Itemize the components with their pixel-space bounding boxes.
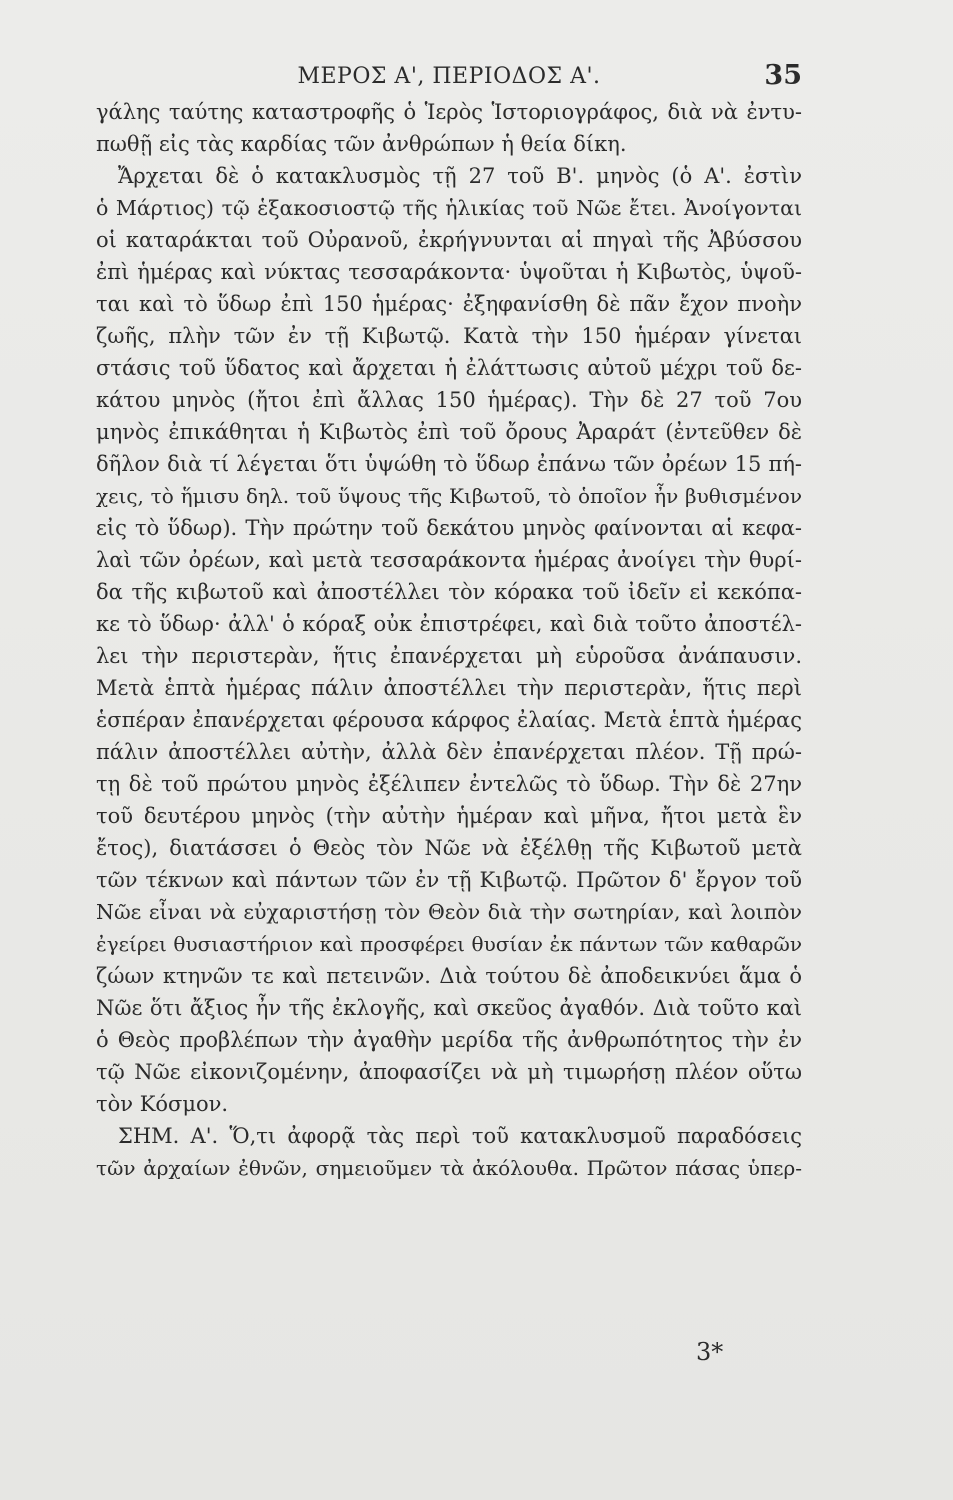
text-line: ἐπὶ ἡμέρας καὶ νύκτας τεσσαράκοντα· ὑψοῦται ἡ Κιβωτὸς, ὑψοῦ- xyxy=(96,260,802,284)
note-line: τῶν ἀρχαίων ἐθνῶν, σημειοῦμεν τὰ ἀκόλουθα. Πρῶτον πάσας ὑπερ- xyxy=(96,1156,802,1180)
text-line: Ἄρχεται δὲ ὁ κατακλυσμὸς τῇ 27 τοῦ Β'. μηνὸς (ὁ Α'. ἐστὶν xyxy=(118,164,802,188)
text-line: χεις, τὸ ἥμισυ δηλ. τοῦ ὕψους τῆς Κιβωτοῦ, τὸ ὁποῖον ἦν βυθισμένον xyxy=(96,484,802,508)
text-line: δα τῆς κιβωτοῦ καὶ ἀποστέλλει τὸν κόρακα τοῦ ἰδεῖν εἰ κεκόπα- xyxy=(96,580,802,604)
text-line: πωθῇ εἰς τὰς καρδίας τῶν ἀνθρώπων ἡ θεία δίκη. xyxy=(96,132,627,156)
text-line: τοῦ δευτέρου μηνὸς (τὴν αὐτὴν ἡμέραν καὶ μῆνα, ἤτοι μετὰ ἓν xyxy=(96,804,802,828)
page-header xyxy=(96,58,802,98)
text-line: τῷ Νῶε εἰκονιζομένην, ἀποφασίζει νὰ μὴ τιμωρήσῃ πλέον οὕτω xyxy=(96,1060,802,1084)
signature-mark: 3* xyxy=(696,1338,724,1366)
text-line: Μετὰ ἑπτὰ ἡμέρας πάλιν ἀποστέλλει τὴν περιστερὰν, ἥτις περὶ xyxy=(96,676,802,700)
text-line: λαὶ τῶν ὀρέων, καὶ μετὰ τεσσαράκοντα ἡμέρας ἀνοίγει τὴν θυρί- xyxy=(96,548,802,572)
text-line: ἔτος), διατάσσει ὁ Θεὸς τὸν Νῶε νὰ ἐξέλθῃ τῆς Κιβωτοῦ μετὰ xyxy=(96,836,802,860)
text-line: Νῶε εἶναι νὰ εὐχαριστήσῃ τὸν Θεὸν διὰ τὴν σωτηρίαν, καὶ λοιπὸν xyxy=(96,900,802,924)
text-line: ἑσπέραν ἐπανέρχεται φέρουσα κάρφος ἐλαίας. Μετὰ ἑπτὰ ἡμέρας xyxy=(96,708,802,732)
text-line: πάλιν ἀποστέλλει αὐτὴν, ἀλλὰ δὲν ἐπανέρχεται πλέον. Τῇ πρώ- xyxy=(96,740,802,764)
text-line: ὁ Θεὸς προβλέπων τὴν ἀγαθὴν μερίδα τῆς ἀνθρωπότητος τὴν ἐν xyxy=(96,1028,802,1052)
text-line: εἰς τὸ ὕδωρ). Τὴν πρώτην τοῦ δεκάτου μηνὸς φαίνονται αἱ κεφα- xyxy=(96,516,802,540)
text-line: τῶν τέκνων καὶ πάντων τῶν ἐν τῇ Κιβωτῷ. Πρῶτον δ' ἔργον τοῦ xyxy=(96,868,802,892)
text-line: ζωῆς, πλὴν τῶν ἐν τῇ Κιβωτῷ. Κατὰ τὴν 150 ἡμέραν γίνεται xyxy=(96,324,802,348)
text-line: λει τὴν περιστερὰν, ἥτις ἐπανέρχεται μὴ εὑροῦσα ἀνάπαυσιν. xyxy=(96,644,802,668)
text-line: οἱ καταράκται τοῦ Οὐρανοῦ, ἐκρήγνυνται αἱ πηγαὶ τῆς Ἀβύσσου xyxy=(96,228,802,252)
body-text xyxy=(96,96,802,1184)
text-line: μηνὸς ἐπικάθηται ἡ Κιβωτὸς ἐπὶ τοῦ ὄρους Ἀραράτ (ἐντεῦθεν δὲ xyxy=(96,420,802,444)
text-line: γάλης ταύτης καταστροφῆς ὁ Ἱερὸς Ἱστοριογράφος, διὰ νὰ ἐντυ- xyxy=(96,100,802,124)
text-line: Νῶε ὅτι ἄξιος ἦν τῆς ἐκλογῆς, καὶ σκεῦος ἀγαθόν. Διὰ τοῦτο καὶ xyxy=(96,996,802,1020)
text-line: τὸν Κόσμον. xyxy=(96,1092,229,1116)
running-head: ΜΕΡΟΣ Α', ΠΕΡΙΟΔΟΣ Α'. xyxy=(297,64,601,89)
text-line: ζώων κτηνῶν τε καὶ πετεινῶν. Διὰ τούτου δὲ ἀποδεικνύει ἅμα ὁ xyxy=(96,964,802,988)
text-line: κάτου μηνὸς (ἤτοι ἐπὶ ἄλλας 150 ἡμέρας). Τὴν δὲ 27 τοῦ 7ου xyxy=(96,388,802,412)
page-number: 35 xyxy=(764,60,802,91)
text-line: ται καὶ τὸ ὕδωρ ἐπὶ 150 ἡμέρας· ἐξηφανίσθη δὲ πᾶν ἔχον πνοὴν xyxy=(96,292,802,316)
note-line: ΣΗΜ. Α'. Ὅ,τι ἀφορᾷ τὰς περὶ τοῦ κατακλυσμοῦ παραδόσεις xyxy=(118,1124,802,1148)
text-line: ὁ Μάρτιος) τῷ ἑξακοσιοστῷ τῆς ἡλικίας τοῦ Νῶε ἔτει. Ἀνοίγονται xyxy=(96,196,802,220)
text-line: τῃ δὲ τοῦ πρώτου μηνὸς ἐξέλιπεν ἐντελῶς τὸ ὕδωρ. Τὴν δὲ 27ην xyxy=(96,772,802,796)
text-line: κε τὸ ὕδωρ· ἀλλ' ὁ κόραξ οὐκ ἐπιστρέφει, καὶ διὰ τοῦτο ἀποστέλ- xyxy=(96,612,802,636)
text-line: ἐγείρει θυσιαστήριον καὶ προσφέρει θυσίαν ἐκ πάντων τῶν καθαρῶν xyxy=(96,932,802,956)
text-line: στάσις τοῦ ὕδατος καὶ ἄρχεται ἡ ἐλάττωσις αὐτοῦ μέχρι τοῦ δε- xyxy=(96,356,802,380)
text-line: δῆλον διὰ τί λέγεται ὅτι ὑψώθη τὸ ὕδωρ ἐπάνω τῶν ὀρέων 15 πή- xyxy=(96,452,802,476)
